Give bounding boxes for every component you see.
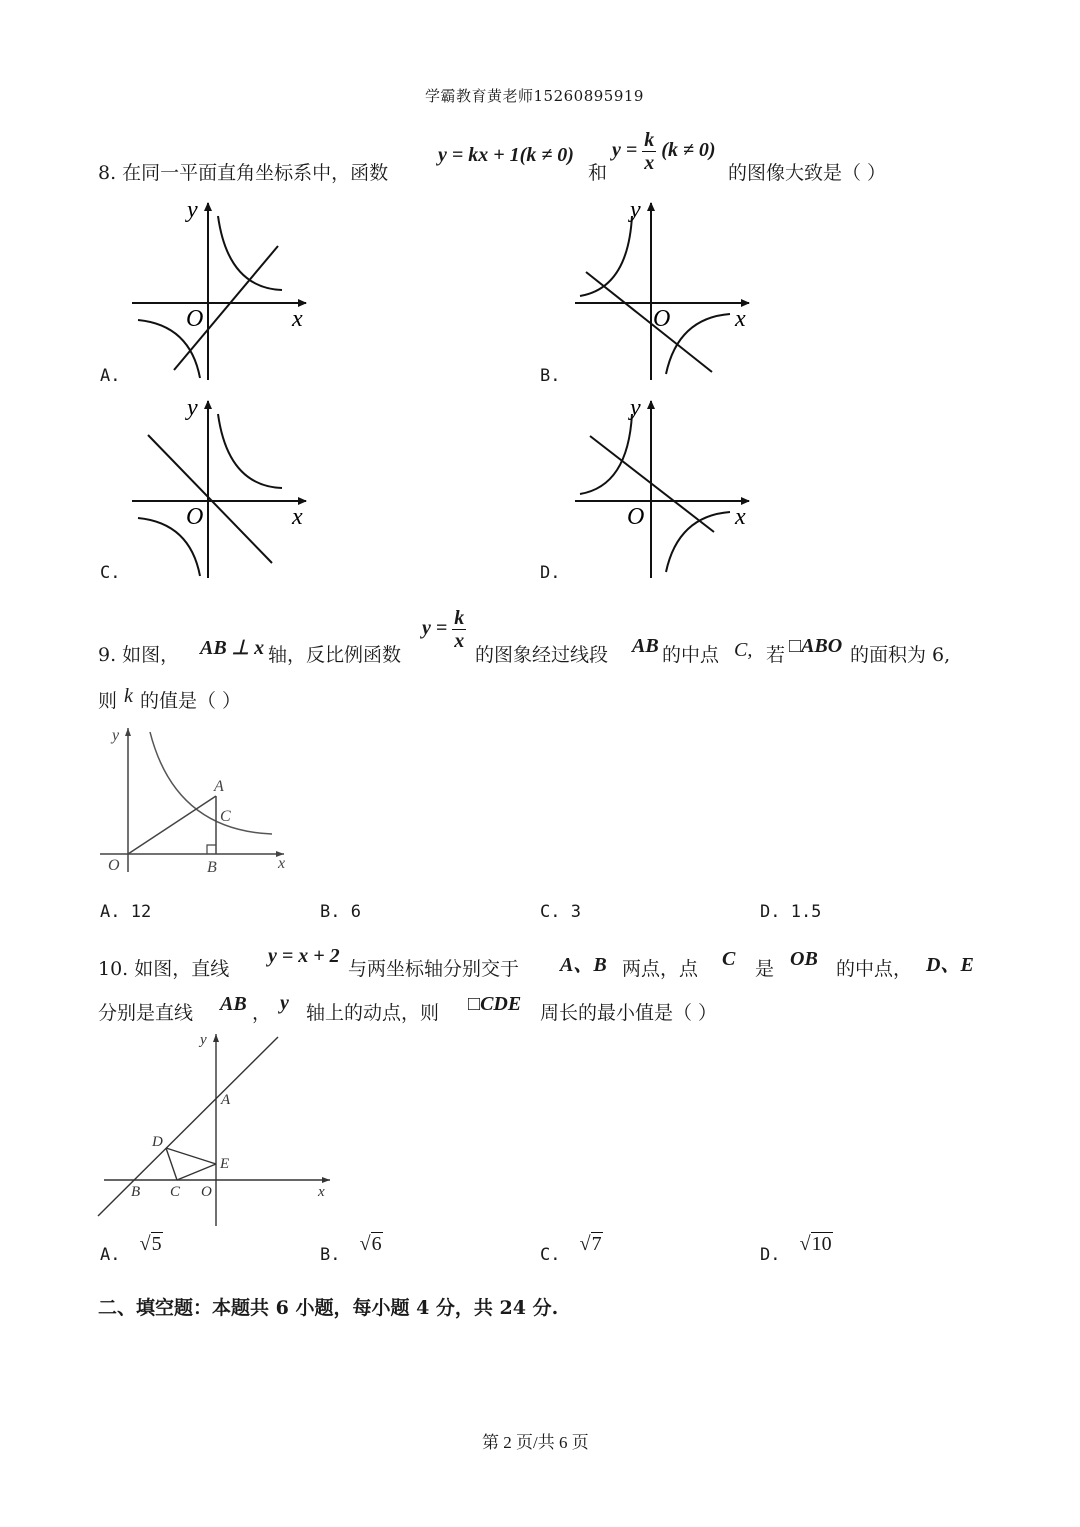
q8-option-c[interactable]: C. bbox=[100, 563, 121, 583]
q9-o-label: O bbox=[108, 857, 120, 874]
q10-option-c[interactable]: C. √7 bbox=[540, 1233, 602, 1265]
q9-num: 9. 如图， bbox=[98, 644, 180, 666]
q10-d-label: D bbox=[152, 1134, 163, 1150]
q9-line2-b: 的值是（ ） bbox=[140, 690, 242, 712]
q10-de: D、E bbox=[926, 954, 974, 976]
q10-option-b[interactable]: B. √6 bbox=[320, 1233, 382, 1265]
q8-and: 和 bbox=[588, 162, 608, 184]
q10-c-label: C bbox=[170, 1184, 181, 1200]
q10-o-label: O bbox=[201, 1184, 212, 1200]
q8c-x-label: x bbox=[292, 504, 303, 530]
q10-line2-b: 轴上的动点，则 bbox=[306, 1002, 440, 1024]
q10-b-label: B bbox=[131, 1184, 141, 1200]
q9-a-label: A bbox=[214, 778, 224, 795]
q9-option-a[interactable]: A. 12 bbox=[100, 902, 152, 922]
q8-formula-linear: y = kx + 1(k ≠ 0) bbox=[438, 144, 574, 166]
q10-t4: 的中点， bbox=[836, 958, 913, 980]
page-footer: 第 2 页/共 6 页 bbox=[482, 1433, 589, 1452]
q8a-y-label: y bbox=[187, 197, 198, 223]
q10-comma: ， bbox=[252, 1002, 272, 1024]
q9-t5: 的面积为 6, bbox=[850, 644, 951, 666]
q9-y-label: y bbox=[112, 727, 120, 744]
q8-option-a[interactable]: A. bbox=[100, 366, 121, 386]
page-header: 学霸教育黄老师15260895919 bbox=[425, 87, 644, 105]
q10-ab: A、B bbox=[560, 954, 607, 976]
q10-ab2: AB bbox=[220, 993, 247, 1015]
q10-t2: 两点，点 bbox=[622, 958, 699, 980]
q10-line2-c: 周长的最小值是（ ） bbox=[540, 1002, 718, 1024]
q8b-origin: O bbox=[653, 306, 671, 332]
q10-option-d[interactable]: D. √10 bbox=[760, 1233, 832, 1265]
q9-ab-perp: AB ⊥ x bbox=[200, 637, 265, 659]
q8-option-d[interactable]: D. bbox=[540, 563, 561, 583]
q10-x-label: x bbox=[318, 1184, 325, 1200]
q8d-y-label: y bbox=[630, 395, 641, 421]
q9-line2-a: 则 bbox=[98, 690, 118, 712]
q8a-x-label: x bbox=[292, 306, 303, 332]
q10-tri: □CDE bbox=[468, 993, 522, 1015]
q8-formula-inverse: y = $\frac{k}{x}$ (k ≠ 0) bbox=[612, 129, 716, 174]
section2-title: 二、填空题：本题共 6 小题，每小题 4 分，共 24 分. bbox=[98, 1297, 559, 1319]
q10-line2-a: 分别是直线 bbox=[98, 1002, 194, 1024]
q8a-origin: O bbox=[186, 306, 204, 332]
q9-t2: 的图象经过线段 bbox=[475, 644, 609, 666]
q9-t3: 的中点 bbox=[662, 644, 720, 666]
q10-num: 10. 如图，直线 bbox=[98, 958, 230, 980]
q10-ob: OB bbox=[790, 948, 818, 970]
q9-option-d[interactable]: D. 1.5 bbox=[760, 902, 822, 922]
q9-c: C, bbox=[734, 639, 753, 661]
q9-b-label: B bbox=[207, 859, 217, 876]
q9-option-b[interactable]: B. 6 bbox=[320, 902, 361, 922]
q9-c-label: C bbox=[220, 808, 231, 825]
q8d-x-label: x bbox=[735, 504, 746, 530]
q10-y-label: y bbox=[200, 1032, 207, 1048]
q9-tri: □ABO bbox=[789, 635, 843, 657]
q9-t1: 轴，反比例函数 bbox=[268, 644, 402, 666]
q8c-y-label: y bbox=[187, 395, 198, 421]
q10-a-label: A bbox=[221, 1092, 231, 1108]
q10-option-a[interactable]: A. √5 bbox=[100, 1233, 162, 1265]
q10-y: y bbox=[280, 992, 289, 1014]
q10-c: C bbox=[722, 948, 736, 970]
q10-e-label: E bbox=[220, 1156, 230, 1172]
q10-t3: 是 bbox=[755, 958, 775, 980]
q10-t1: 与两坐标轴分别交于 bbox=[348, 958, 520, 980]
q8b-y-label: y bbox=[630, 197, 641, 223]
q8-option-b[interactable]: B. bbox=[540, 366, 561, 386]
q8c-origin: O bbox=[186, 504, 204, 530]
q9-option-c[interactable]: C. 3 bbox=[540, 902, 581, 922]
q9-formula: y = $\frac{k}{x}$ bbox=[422, 607, 465, 652]
q9-x-label: x bbox=[278, 855, 286, 872]
q9-ab: AB bbox=[632, 635, 659, 657]
q10-line-eq: y = x + 2 bbox=[268, 945, 340, 967]
q9-k: k bbox=[124, 685, 133, 707]
q8b-x-label: x bbox=[735, 306, 746, 332]
q8-stem-suffix: 的图像大致是（ ） bbox=[728, 162, 887, 184]
q8d-origin: O bbox=[627, 504, 645, 530]
q9-t4: 若 bbox=[766, 644, 786, 666]
q8-stem-prefix: 8. 在同一平面直角坐标系中，函数 bbox=[98, 162, 389, 184]
